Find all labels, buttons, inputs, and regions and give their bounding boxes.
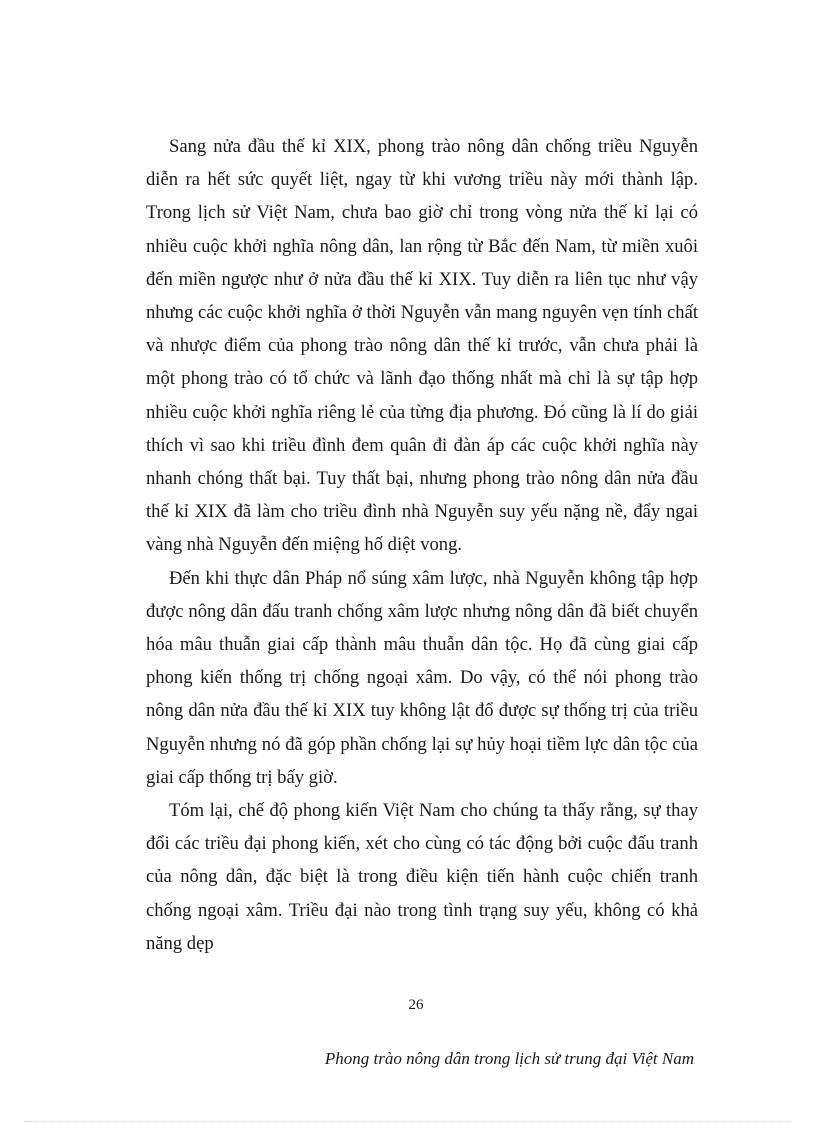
page-number: 26 (408, 997, 424, 1013)
paragraph-2: Đến khi thực dân Pháp nổ súng xâm lược, nhà Nguyễn không tập hợp được nông dân đấu tranh chống xâm lược nhưng nông dân đã biết chuyển hóa mâu thuẫn giai cấp thành mâu thuẫn dân tộc. Họ đã cùng giai cấp phong kiến thống trị chống ngoại xâm. Do vậy, có thể nói phong trào nông dân nửa đầu thế kỉ XIX tuy không lật đổ được sự thống trị của triều Nguyễn nhưng nó đã góp phần chống lại sự hủy hoại tiềm lực dân tộc của giai cấp thống trị bấy giờ. (146, 567, 698, 788)
document-body (146, 130, 698, 960)
paragraph-1: Sang nửa đầu thế kỉ XIX, phong trào nông dân chống triều Nguyễn diễn ra hết sức quyết liệt, ngay từ khi vương triều này mới thành lập. Trong lịch sử Việt Nam, chưa bao giờ chỉ trong vòng nửa thế kỉ lại có nhiều cuộc khởi nghĩa nông dân, lan rộng từ Bắc đến Nam, từ miền xuôi đến miền ngược như ở nửa đầu thế kỉ XIX. Tuy diễn ra liên tục như vậy nhưng các cuộc khởi nghĩa ở thời Nguyễn vẫn mang nguyên vẹn tính chất và nhược điểm của phong trào nông dân thế kỉ trước, vẫn chưa phải là một phong trào có tổ chức và lãnh đạo thống nhất mà chỉ là sự tập hợp nhiều cuộc khởi nghĩa riêng lẻ của từng địa phương. Đó cũng là lí do giải thích vì sao khi triều đình đem quân đi đàn áp các cuộc khởi nghĩa này nhanh chóng thất bại. Tuy thất bại, nhưng phong trào nông dân nửa đầu thế kỉ XIX đã làm cho triều đình nhà Nguyễn suy yếu nặng nề, đẩy ngai vàng nhà Nguyễn đến miệng hố diệt vong. (146, 136, 698, 556)
paragraph-3: Tóm lại, chế độ phong kiến Việt Nam cho chúng ta thấy rằng, sự thay đổi các triều đại phong kiến, xét cho cùng có tác động bởi cuộc đấu tranh của nông dân, đặc biệt là trong điều kiện tiến hành cuộc chiến tranh chống ngoại xâm. Triều đại nào trong tình trạng suy yếu, không có khả năng dẹp (146, 800, 698, 954)
footer-divider (24, 1121, 792, 1122)
footer-title: Phong trào nông dân trong lịch sử trung đại Việt Nam (324, 1049, 694, 1068)
